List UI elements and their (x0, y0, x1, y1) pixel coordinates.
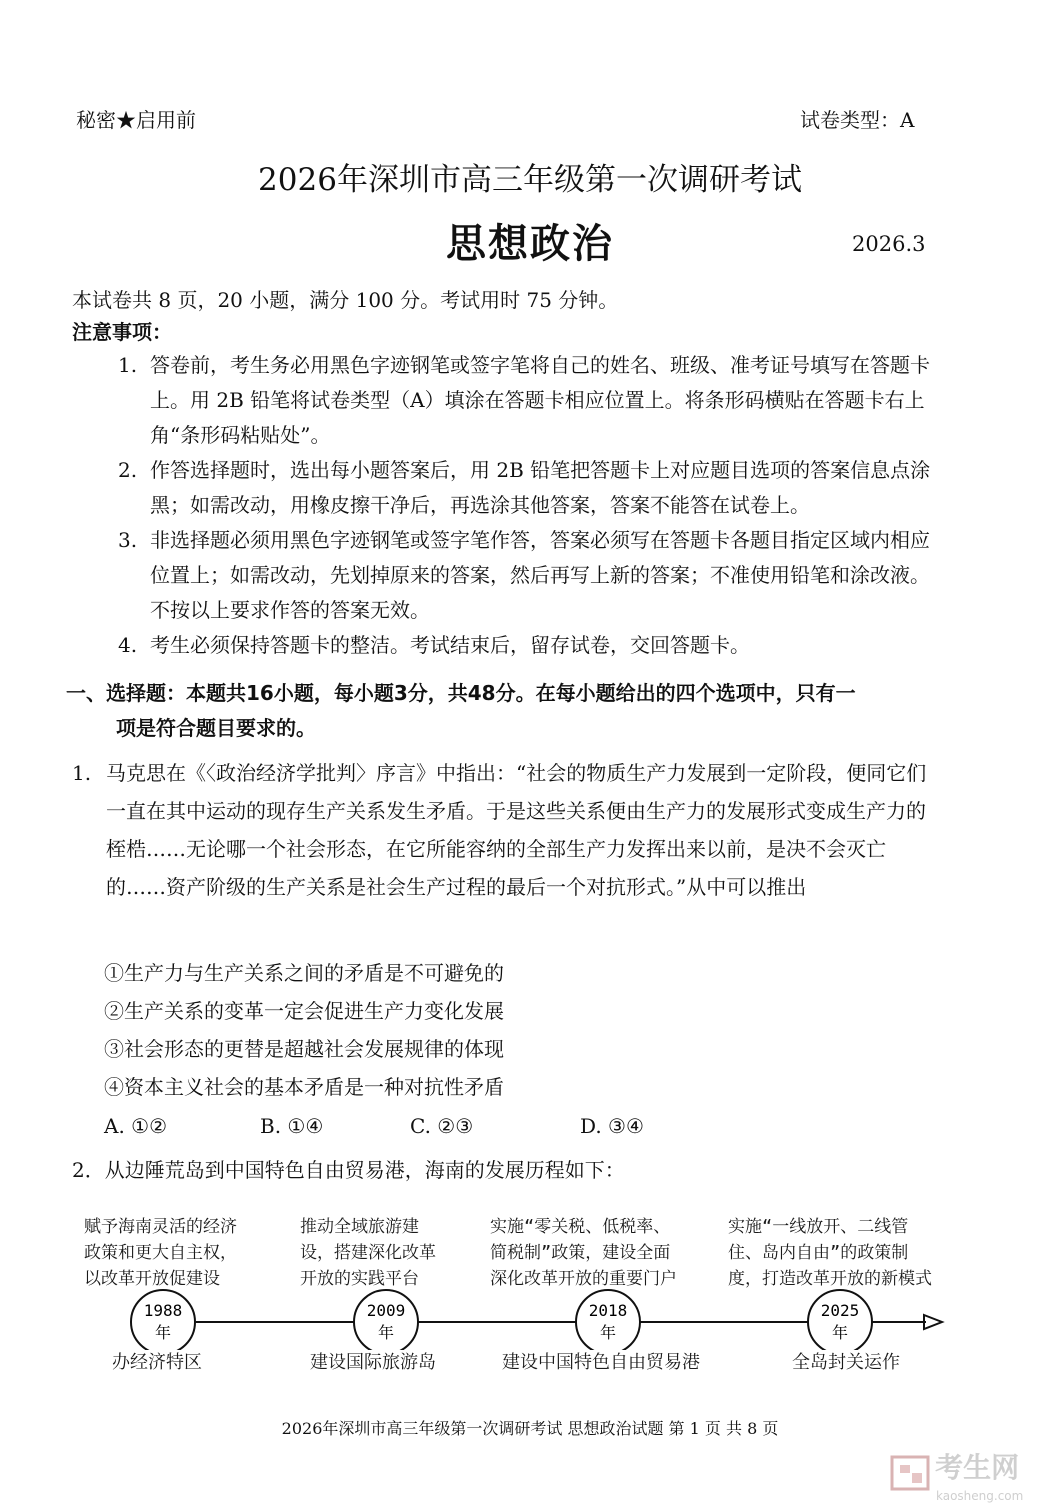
brand-url: kaosheng.com (936, 1488, 1024, 1503)
timeline-label-1988: 办经济特区 (112, 1352, 202, 1373)
node-unit: 年 (154, 1323, 172, 1342)
paper-type-label: 试卷类型：A (800, 108, 915, 132)
section-heading (66, 676, 946, 746)
timeline-node-2025 (808, 1290, 872, 1350)
choice-b[interactable]: B. ①④ (260, 1114, 324, 1138)
notices-list (118, 348, 948, 663)
node-unit: 年 (599, 1323, 617, 1342)
timeline-label-2018: 建设中国特色自由贸易港 (502, 1352, 700, 1373)
exam-intro: 本试卷共 8 页，20 小题，满分 100 分。考试用时 75 分钟。 (72, 288, 619, 312)
exam-date: 2026.3 (852, 232, 926, 256)
desc-line: 设，搭建深化改革 (300, 1243, 436, 1263)
node-unit: 年 (831, 1323, 849, 1342)
notice-item (118, 523, 948, 628)
notices-heading: 注意事项： (72, 320, 172, 344)
desc-line: 赋予海南灵活的经济 (84, 1217, 237, 1237)
notice-item (118, 628, 948, 663)
brand-logo-icon (890, 1453, 930, 1493)
desc-line: 住、岛内自由”的政策制 (728, 1243, 909, 1263)
timeline-node-2009 (354, 1290, 418, 1350)
statement-1: ①生产力与生产关系之间的矛盾是不可避免的 (104, 961, 504, 985)
question-1-choices (104, 1114, 644, 1138)
question-number: 1. (72, 761, 92, 785)
question-1-statements (104, 954, 504, 1106)
statement-4: ④资本主义社会的基本矛盾是一种对抗性矛盾 (104, 1075, 504, 1099)
desc-line: 度，打造改革开放的新模式 (728, 1269, 932, 1289)
node-year: 1988 (143, 1301, 183, 1320)
timeline-label-2025: 全岛封关运作 (792, 1352, 900, 1373)
brand-name: 考生网 (935, 1451, 1020, 1484)
timeline-axis (0, 1280, 1060, 1350)
exam-title: 2026年深圳市高三年级第一次调研考试 (258, 162, 802, 198)
desc-line: 政策和更大自主权， (84, 1243, 237, 1263)
node-year: 2009 (366, 1301, 406, 1320)
choice-a[interactable]: A. ①② (104, 1114, 168, 1138)
notice-text: 答卷前，考生务必用黑色字迹钢笔或签字笔将自己的姓名、班级、准考证号填写在答题卡上。用 2B 铅笔将试卷类型（A）填涂在答题卡相应位置上。将条形码横贴在答题卡右上角“条形码粘贴处”。 (150, 353, 930, 447)
timeline-node-2018 (576, 1290, 640, 1350)
desc-line: 推动全域旅游建 (300, 1217, 419, 1237)
choice-d[interactable]: D. ③④ (580, 1114, 644, 1138)
node-unit: 年 (377, 1323, 395, 1342)
desc-line: 简税制”政策，建设全面 (490, 1243, 671, 1263)
node-year: 2018 (588, 1301, 628, 1320)
subject-title: 思想政治 (446, 220, 614, 267)
watermark-brand (890, 1446, 1023, 1503)
notice-text: 非选择题必须用黑色字迹钢笔或签字笔作答，答案必须写在答题卡各题目指定区域内相应位置上；如需改动，先划掉原来的答案，然后再写上新的答案；不准使用铅笔和涂改液。不按以上要求作答的答案无效。 (150, 528, 930, 622)
notice-item (118, 453, 948, 523)
notice-number: 1. (118, 353, 138, 377)
question-stem: 马克思在《〈政治经济学批判〉序言》中指出：“社会的物质生产力发展到一定阶段，便同它们一直在其中运动的现存生产关系发生矛盾。于是这些关系便由生产力的发展形式变成生产力的桎梏……无论哪一个社会形态，在它所能容纳的全部生产力发挥出来以前，是决不会灭亡的……资产阶级的生产关系是社会生产过程的最后一个对抗形式。”从中可以推出 (106, 761, 927, 899)
timeline-node-1988 (131, 1290, 195, 1350)
desc-line: 以改革开放促建设 (84, 1269, 220, 1289)
confidential-label: 秘密★启用前 (76, 108, 196, 132)
section-heading-line1: 一、选择题：本题共16小题，每小题3分，共48分。在每小题给出的四个选项中，只有一 (66, 681, 856, 705)
desc-line: 开放的实践平台 (300, 1269, 419, 1289)
desc-line: 实施“零关税、低税率、 (490, 1217, 671, 1237)
choice-c[interactable]: C. ②③ (410, 1114, 474, 1138)
notice-text: 作答选择题时，选出每小题答案后，用 2B 铅笔把答题卡上对应题目选项的答案信息点涂黑；如需改动，用橡皮擦干净后，再选涂其他答案，答案不能答在试卷上。 (150, 458, 931, 517)
question-2-intro: 2．从边陲荒岛到中国特色自由贸易港，海南的发展历程如下： (72, 1158, 625, 1182)
timeline-label-2009: 建设国际旅游岛 (310, 1352, 436, 1373)
desc-line: 实施“一线放开、二线管 (728, 1217, 909, 1237)
node-year: 2025 (820, 1301, 860, 1320)
section-heading-line2: 项是符合题目要求的。 (116, 716, 316, 740)
notice-number: 4. (118, 633, 138, 657)
notice-number: 3. (118, 528, 138, 552)
desc-line: 深化改革开放的重要门户 (490, 1269, 677, 1289)
notice-number: 2. (118, 458, 138, 482)
statement-3: ③社会形态的更替是超越社会发展规律的体现 (104, 1037, 504, 1061)
notice-item (118, 348, 948, 453)
question-1 (72, 754, 944, 906)
statement-2: ②生产关系的变革一定会促进生产力变化发展 (104, 999, 504, 1023)
timeline-arrow (924, 1315, 942, 1329)
notice-text: 考生必须保持答题卡的整洁。考试结束后，留存试卷，交回答题卡。 (150, 633, 750, 657)
page-footer: 2026年深圳市高三年级第一次调研考试 思想政治试题 第 1 页 共 8 页 (281, 1419, 779, 1438)
